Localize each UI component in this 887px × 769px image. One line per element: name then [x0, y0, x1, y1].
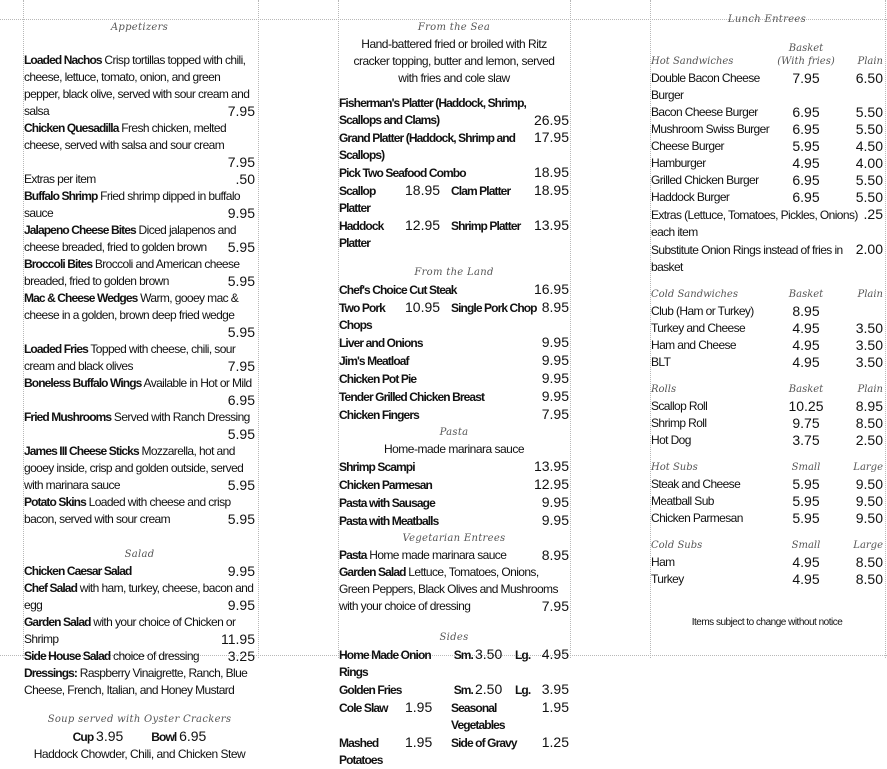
item-description: Topped with cheese, chili, sour cream and black olives [24, 342, 236, 373]
item-name: Jim's Meatloaf [339, 354, 409, 368]
column-header: Large [853, 540, 883, 551]
item-description: Warm, gooey mac & cheese in a golden, brown deep fried wedge [24, 291, 239, 322]
plain-price: 5.50 [855, 172, 883, 188]
sandwich-table [651, 461, 883, 527]
item-price: 5.95 [227, 426, 255, 442]
menu-item [339, 406, 569, 424]
item-name: Pasta with Sausage [339, 496, 435, 510]
item-name: Cole Slaw [339, 701, 388, 715]
menu-item [339, 281, 569, 299]
basket-price: 4.95 [792, 155, 820, 171]
item-price: 1.95 [405, 699, 433, 715]
item-name: Pasta [339, 548, 367, 562]
menu-item [24, 614, 255, 648]
item-name: Seasonal Vegetables [451, 701, 505, 732]
item-description: Loaded with cheese and crisp bacon, served with sour cream [24, 495, 231, 526]
item-price: 9.95 [227, 597, 255, 613]
item-name: Pick Two Seafood Combo [339, 166, 466, 180]
plain-price: 8.50 [855, 415, 883, 431]
item-price: 7.95 [541, 598, 569, 614]
menu-item [339, 370, 569, 388]
item-price: 9.95 [541, 494, 569, 510]
soup-bowl [151, 728, 206, 746]
column-border [570, 0, 571, 658]
section-title-salad: Salad [124, 549, 155, 560]
item-description: choice of dressing [110, 649, 199, 663]
section-title-lunch: Lunch Entrees [727, 14, 807, 25]
spacer [339, 252, 569, 264]
spacer [339, 87, 569, 95]
section-title-sides: Sides [439, 632, 469, 643]
plain-price: 8.50 [855, 571, 883, 587]
extra-label: Extras (Lettuce, Tomatoes, Pickles, Onions) each item [651, 208, 858, 239]
item-name: Shrimp Roll [651, 416, 707, 430]
item-price: 12.95 [405, 217, 441, 233]
plain-price: 4.50 [855, 138, 883, 154]
section-title-pasta: Pasta [439, 427, 469, 438]
item-price: 13.95 [533, 217, 569, 233]
spacer [24, 36, 255, 52]
menu-item [339, 388, 569, 406]
item-price: 26.95 [533, 112, 569, 128]
large-price: 4.95 [541, 646, 569, 662]
item-name: Turkey and Cheese [651, 321, 746, 335]
item-name: Chicken Parmesan [651, 511, 743, 525]
basket-price: 4.95 [792, 554, 820, 570]
menu-item [339, 129, 569, 164]
spacer [651, 588, 883, 600]
item-description: Served with Ranch Dressing [111, 410, 250, 424]
item-name: Home Made Onion Rings [339, 648, 431, 679]
menu-item [24, 290, 255, 341]
spacer [651, 276, 883, 288]
item-price: 9.95 [541, 512, 569, 528]
sandwich-table [651, 42, 883, 206]
column-header: Small [791, 462, 821, 473]
spacer [651, 600, 883, 614]
menu-item [24, 341, 255, 375]
menu-item [339, 95, 569, 129]
item-name: Jalapeno Cheese Bites [24, 223, 136, 237]
bowl-label: Bowl [151, 730, 177, 744]
item-name: Single Pork Chop [451, 301, 537, 315]
item-name: Loaded Nachos [24, 53, 102, 67]
sea-note: Hand-battered fried or broiled with Ritz cracker topping, butter and lemon, served with fries and cole slaw [353, 37, 555, 85]
plain-price: 5.50 [855, 104, 883, 120]
item-price: 9.95 [227, 563, 255, 579]
item-name: Side House Salad [24, 649, 111, 663]
plain-price: 3.50 [855, 337, 883, 353]
pasta-note: Home-made marinara sauce [383, 442, 525, 456]
item-name: Haddock Platter [339, 219, 384, 250]
item-price: 7.95 [227, 103, 255, 119]
item-name: Boneless Buffalo Wings [24, 376, 142, 390]
group-title: Hot Subs [651, 462, 698, 473]
item-name: Grilled Chicken Burger [651, 173, 759, 187]
menu-item-pair [339, 699, 569, 734]
item-price: 3.25 [227, 648, 255, 664]
item-price: 17.95 [533, 129, 569, 145]
item-name: Shrimp Scampi [339, 460, 415, 474]
menu-item [339, 512, 569, 530]
item-name: Turkey [651, 572, 684, 586]
spacer [339, 615, 569, 629]
menu-item-pair [339, 182, 569, 217]
menu-item [24, 120, 255, 171]
basket-price: 10.25 [788, 398, 824, 414]
item-name: Pasta with Meatballs [339, 514, 439, 528]
basket-price: 5.95 [792, 476, 820, 492]
cup-price: 3.95 [96, 728, 124, 744]
menu-item [24, 222, 255, 256]
menu-item [339, 458, 569, 476]
plain-price: 6.50 [855, 70, 883, 86]
sandwich-table [651, 539, 883, 588]
extra-label: Substitute Onion Rings instead of fries in basket [651, 243, 843, 274]
plain-price: 3.50 [855, 354, 883, 370]
section-title-land: From the Land [414, 267, 494, 278]
menu-item-pair [339, 734, 569, 769]
item-price: 10.95 [405, 299, 441, 315]
basket-price: 5.95 [792, 493, 820, 509]
item-name: Chef's Choice Cut Steak [339, 283, 457, 297]
basket-price: 5.95 [792, 510, 820, 526]
disclaimer: Items subject to change without notice [691, 617, 843, 628]
menu-item [339, 164, 569, 182]
plain-price [837, 303, 883, 320]
item-price: 9.95 [541, 370, 569, 386]
item-name: Potato Skins [24, 495, 86, 509]
menu-item [24, 443, 255, 494]
item-price: 1.95 [541, 699, 569, 715]
plain-price: 2.50 [855, 432, 883, 448]
item-name: Tender Grilled Chicken Breast [339, 390, 485, 404]
menu-item [24, 580, 255, 614]
basket-price: 5.95 [792, 138, 820, 154]
small-price: 3.50 [475, 646, 503, 662]
menu-item [24, 256, 255, 290]
item-price: .50 [235, 171, 255, 187]
plain-price: 9.50 [855, 510, 883, 526]
large-price: 3.95 [541, 681, 569, 697]
menu-item [24, 648, 255, 665]
item-price: 1.25 [541, 734, 569, 750]
item-name: Grand Platter (Haddock, Shrimp and Scallops) [339, 131, 516, 162]
dressings-note [24, 665, 255, 699]
side-item [339, 646, 569, 681]
item-name: Club (Ham or Turkey) [651, 304, 754, 318]
basket-price: 4.95 [792, 337, 820, 353]
basket-price: 6.95 [792, 121, 820, 137]
plain-price: 8.50 [855, 554, 883, 570]
column-header: Large [853, 462, 883, 473]
menu-item [24, 409, 255, 443]
item-description: Available in Hot or Mild [141, 376, 252, 390]
item-price: 16.95 [533, 281, 569, 297]
section-title-appetizers: Appetizers [110, 22, 169, 33]
menu-item [24, 171, 255, 188]
column-border [885, 0, 886, 658]
extra-charge [651, 241, 883, 276]
menu-item-pair [339, 217, 569, 252]
extra-charge [651, 206, 883, 241]
menu-column-left [24, 18, 255, 763]
item-price: 11.95 [221, 631, 255, 647]
item-price: 1.95 [405, 734, 433, 750]
item-name: Side of Gravy [451, 736, 517, 750]
item-description: Diced jalapenos and cheese breaded, fried to golden brown [24, 223, 236, 254]
item-name: Chicken Fingers [339, 408, 419, 422]
item-name: Fried Mushrooms [24, 410, 112, 424]
extra-price: .25 [863, 206, 883, 222]
large-label: Lg. [515, 648, 531, 662]
item-price: 7.95 [227, 154, 255, 170]
item-name: Broccoli Bites [24, 257, 93, 271]
item-name: Chicken Parmesan [339, 478, 432, 492]
menu-item [24, 52, 255, 120]
item-name: Chicken Pot Pie [339, 372, 417, 386]
basket-price: 4.95 [792, 571, 820, 587]
item-price: 9.95 [541, 334, 569, 350]
column-header: Basket [788, 384, 824, 395]
section-title-soup: Soup served with Oyster Crackers [47, 714, 232, 725]
item-name: Chef Salad [24, 581, 78, 595]
sandwich-table [651, 288, 883, 371]
spacer [651, 28, 883, 42]
item-price: 5.95 [227, 239, 255, 255]
column-header: Basket (With fries) [777, 43, 835, 67]
column-header: Basket [788, 289, 824, 300]
item-price: 12.95 [533, 476, 569, 492]
item-name: Cheese Burger [651, 139, 724, 153]
plain-price: 4.00 [855, 155, 883, 171]
spacer [651, 449, 883, 461]
item-description: Fried shrimp dipped in buffalo sauce [24, 189, 241, 220]
plain-price: 8.95 [855, 398, 883, 414]
item-name: Garden Salad [24, 615, 91, 629]
extra-price: 2.00 [855, 241, 883, 257]
item-description: Extras per item [24, 172, 96, 186]
basket-price: 4.95 [792, 354, 820, 370]
menu-item [339, 352, 569, 370]
item-name: Double Bacon Cheese Burger [651, 71, 760, 102]
item-name: Chicken Quesadilla [24, 121, 119, 135]
spacer [651, 371, 883, 383]
item-price: 18.95 [533, 164, 569, 180]
item-price: 5.95 [227, 511, 255, 527]
item-price: 6.95 [227, 392, 255, 408]
item-name: Garden Salad [339, 565, 406, 579]
item-name: Bacon Cheese Burger [651, 105, 758, 119]
item-name: Shrimp Platter [451, 219, 521, 233]
item-name: Loaded Fries [24, 342, 88, 356]
menu-item [339, 564, 569, 615]
item-price: 7.95 [541, 406, 569, 422]
menu-item-pair [339, 299, 569, 334]
basket-price: 6.95 [792, 172, 820, 188]
column-header: Small [791, 540, 821, 551]
column-header: Plain [857, 56, 883, 67]
group-title: Cold Sandwiches [651, 289, 738, 300]
small-label: Sm. [453, 648, 473, 662]
item-description: Fresh chicken, melted cheese, served with salsa and sour cream [24, 121, 227, 152]
large-label: Lg. [515, 683, 531, 697]
group-title: Rolls [651, 384, 677, 395]
plain-price: 5.50 [855, 189, 883, 205]
menu-item [339, 476, 569, 494]
menu-item [24, 375, 255, 409]
basket-price: 3.75 [792, 432, 820, 448]
item-name: Meatball Sub [651, 494, 714, 508]
item-description: with ham, turkey, cheese, bacon and egg [24, 581, 254, 612]
item-price: 18.95 [405, 182, 441, 198]
plain-price: 3.50 [855, 320, 883, 336]
item-name: Mashed Potatoes [339, 736, 383, 767]
item-price: 5.95 [227, 273, 255, 289]
item-description: Crisp tortillas topped with chili, cheese, lettuce, tomato, onion, and green pepper, black olive, served with sour cream and salsa [24, 53, 250, 118]
item-price: 13.95 [533, 458, 569, 474]
section-title-sea: From the Sea [417, 22, 491, 33]
item-name: Mac & Cheese Wedges [24, 291, 138, 305]
sandwich-table [651, 383, 883, 449]
item-name: Steak and Cheese [651, 477, 741, 491]
item-name: Fisherman's Platter (Haddock, Shrimp, Scallops and Clams) [339, 96, 526, 127]
item-name: BLT [651, 355, 671, 369]
side-item [339, 681, 569, 699]
item-description: Broccoli and American cheese breaded, fried to golden brown [24, 257, 240, 288]
menu-item [339, 494, 569, 512]
soup-sizes [24, 728, 255, 746]
group-title: Cold Subs [651, 540, 703, 551]
column-border [258, 0, 259, 658]
item-price: 8.95 [541, 547, 569, 563]
basket-price: 6.95 [792, 189, 820, 205]
plain-price: 9.50 [855, 493, 883, 509]
item-price: 8.95 [541, 299, 569, 315]
section-title-vegetarian: Vegetarian Entrees [402, 533, 506, 544]
item-price: 9.95 [541, 388, 569, 404]
column-header: Plain [857, 384, 883, 395]
item-name: Clam Platter [451, 184, 511, 198]
item-name: Hot Dog [651, 433, 691, 447]
item-price: 18.95 [533, 182, 569, 198]
item-description: with your choice of Chicken or Shrimp [24, 615, 236, 646]
item-price: 7.95 [227, 358, 255, 374]
item-price: 9.95 [227, 205, 255, 221]
dressings-list: Raspberry Vinaigrette, Ranch, Blue Cheese, French, Italian, and Honey Mustard [24, 666, 248, 697]
dressings-label: Dressings: [24, 666, 78, 680]
item-name: Chicken Caesar Salad [24, 564, 132, 578]
item-name: Golden Fries [339, 683, 402, 697]
item-name: Mushroom Swiss Burger [651, 122, 770, 136]
menu-column-right [651, 14, 883, 631]
menu-item [339, 547, 569, 564]
basket-price: 9.75 [792, 415, 820, 431]
basket-price: 6.95 [792, 104, 820, 120]
small-price: 2.50 [475, 681, 503, 697]
plain-price: 5.50 [855, 121, 883, 137]
item-name: Scallop Platter [339, 184, 376, 215]
cup-label: Cup [72, 730, 94, 744]
item-name: Scallop Roll [651, 399, 708, 413]
item-name: Hamburger [651, 156, 706, 170]
item-name: Buffalo Shrimp [24, 189, 98, 203]
menu-item [24, 563, 255, 580]
soup-varieties: Haddock Chowder, Chili, and Chicken Stew [33, 747, 246, 761]
item-name: Two Pork Chops [339, 301, 385, 332]
item-price: 5.95 [227, 477, 255, 493]
spacer [24, 528, 255, 546]
small-label: Sm. [453, 683, 473, 697]
group-title: Hot Sandwiches [651, 56, 734, 67]
item-price: 5.95 [227, 324, 255, 340]
menu-item [24, 188, 255, 222]
item-name: Haddock Burger [651, 190, 730, 204]
item-description: Home made marinara sauce [366, 548, 507, 562]
basket-price: 7.95 [792, 70, 820, 86]
menu-item [339, 334, 569, 352]
menu-item [24, 494, 255, 528]
item-name: Ham and Cheese [651, 338, 736, 352]
spacer [24, 699, 255, 711]
item-name: Ham [651, 555, 675, 569]
item-name: Liver and Onions [339, 336, 423, 350]
menu-column-middle [339, 18, 569, 769]
item-price: 9.95 [541, 352, 569, 368]
column-header: Plain [857, 289, 883, 300]
spacer [651, 527, 883, 539]
item-name: James III Cheese Sticks [24, 444, 139, 458]
basket-price: 8.95 [792, 303, 820, 319]
basket-price: 4.95 [792, 320, 820, 336]
item-description: Lettuce, Tomatoes, Onions, Green Peppers, Black Olives and Mushrooms with your choice of dressing [339, 565, 558, 613]
soup-cup [73, 728, 124, 746]
plain-price: 9.50 [855, 476, 883, 492]
item-description: Mozzarella, hot and gooey inside, crisp and golden outside, served with marinara sauce [24, 444, 244, 492]
bowl-price: 6.95 [179, 728, 207, 744]
